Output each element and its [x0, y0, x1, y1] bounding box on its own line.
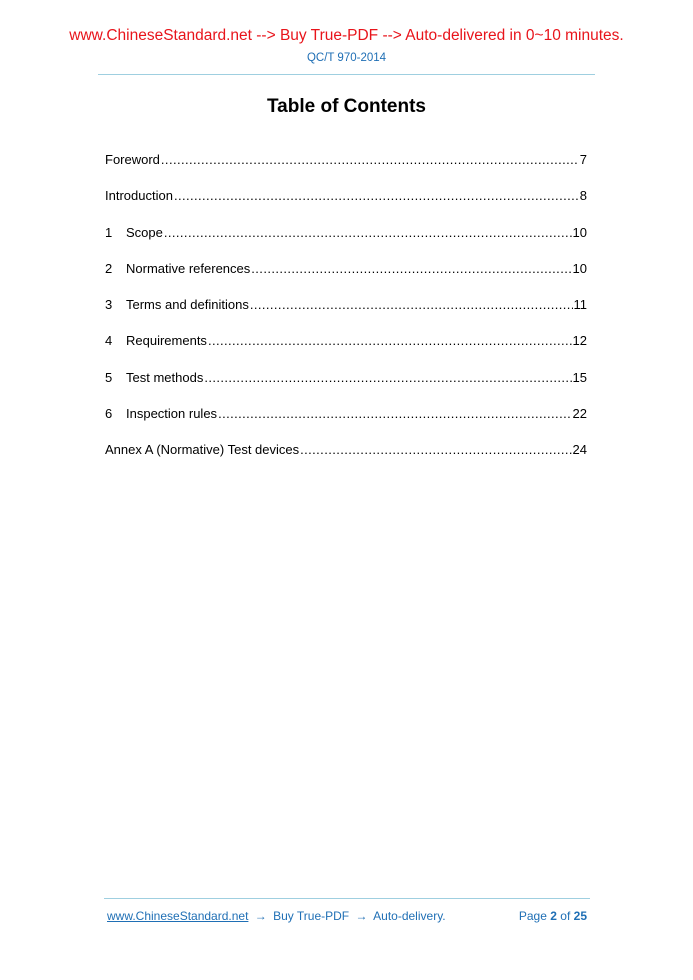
toc-entry-annex-a[interactable] [105, 442, 587, 478]
footer-divider [104, 898, 590, 899]
toc-section-number: 5 [105, 369, 113, 385]
toc-page-number: 24 [572, 442, 587, 458]
toc-section-number: 2 [105, 260, 113, 276]
toc-entry-normative-references[interactable] [105, 261, 587, 297]
toc-entry-inspection-rules[interactable] [105, 406, 587, 442]
page-total: 25 [573, 909, 587, 923]
top-banner[interactable]: www.ChineseStandard.net --> Buy True-PDF --> Auto-delivered in 0~10 minutes. [69, 27, 624, 44]
page-title: Table of Contents [266, 96, 427, 117]
toc-dot-leader [174, 188, 579, 203]
page-of-label: of [560, 909, 571, 923]
toc-section-number: 1 [105, 224, 113, 240]
toc-dot-leader [204, 370, 571, 385]
toc-entry-foreword[interactable] [105, 152, 587, 188]
page-indicator [519, 909, 587, 923]
page-footer [107, 909, 587, 923]
toc-dot-leader [164, 225, 572, 240]
toc-entry-title: Test methods [126, 369, 204, 385]
arrow-right-icon: → [254, 909, 267, 923]
header-divider [98, 74, 595, 75]
toc-section-number: 6 [105, 406, 113, 422]
toc-dot-leader [251, 261, 571, 276]
toc-entry-title: Normative references [126, 260, 251, 276]
toc-section-number: 3 [105, 297, 113, 313]
toc-page-number: 11 [573, 297, 587, 313]
toc-entry-requirements[interactable] [105, 333, 587, 369]
footer-delivery-text: Auto-delivery. [373, 909, 446, 923]
toc-page-number: 22 [572, 406, 587, 422]
toc-entry-terms-and-definitions[interactable] [105, 297, 587, 333]
toc-entry-introduction[interactable] [105, 188, 587, 224]
toc-page-number: 10 [572, 224, 587, 240]
toc-entry-scope[interactable] [105, 225, 587, 261]
arrow-right-icon: → [355, 909, 368, 923]
table-of-contents [105, 152, 587, 479]
footer-site-link[interactable]: www.ChineseStandard.net [107, 909, 249, 923]
toc-page-number: 12 [572, 333, 587, 349]
toc-entry-title: Requirements [126, 333, 207, 349]
toc-entry-title: Terms and definitions [126, 297, 249, 313]
toc-dot-leader [250, 297, 573, 312]
toc-entry-title: Annex A (Normative) Test devices [105, 442, 300, 458]
toc-entry-title: Scope [126, 224, 163, 240]
footer-buy-text: Buy True-PDF [273, 909, 350, 923]
standard-code: QC/T 970-2014 [306, 52, 387, 64]
page-current: 2 [550, 909, 557, 923]
toc-dot-leader [218, 406, 571, 421]
toc-dot-leader [300, 442, 571, 457]
toc-entry-title: Inspection rules [126, 406, 218, 422]
toc-dot-leader [161, 152, 579, 167]
toc-entry-title: Foreword [105, 152, 160, 167]
toc-entry-test-methods[interactable] [105, 370, 587, 406]
toc-page-number: 15 [572, 369, 587, 385]
page-label: Page [518, 909, 547, 923]
toc-page-number: 8 [579, 188, 587, 204]
toc-page-number: 10 [572, 260, 587, 276]
toc-page-number: 7 [579, 152, 587, 167]
toc-section-number: 4 [105, 333, 113, 349]
toc-entry-title: Introduction [105, 188, 173, 204]
toc-dot-leader [208, 333, 572, 348]
